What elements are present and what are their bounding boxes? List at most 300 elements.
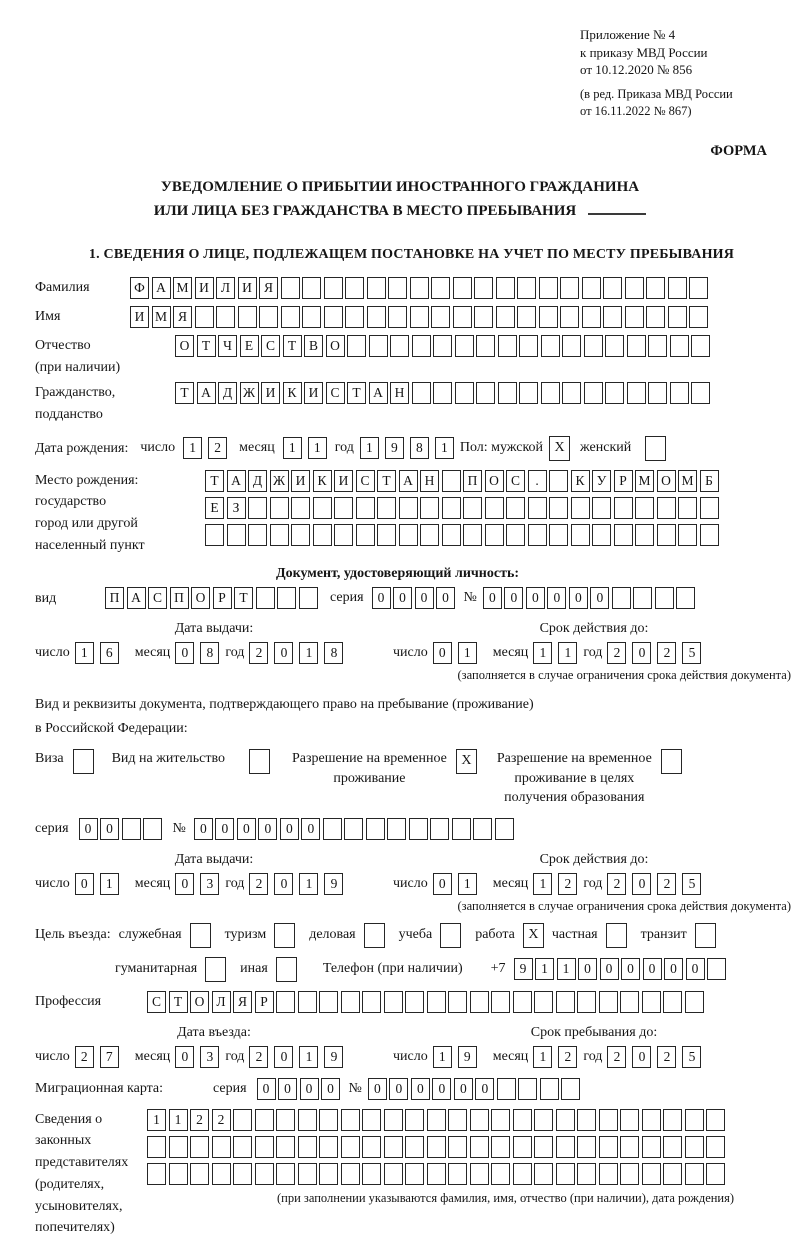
char-cell[interactable]: С (261, 335, 280, 357)
char-cell[interactable] (291, 524, 310, 546)
char-cell[interactable] (427, 1136, 446, 1158)
residence-permit-checkbox[interactable] (249, 749, 270, 774)
char-cell[interactable] (324, 306, 343, 328)
char-cell[interactable] (195, 306, 214, 328)
char-cell[interactable] (605, 335, 624, 357)
char-cell[interactable]: Т (283, 335, 302, 357)
purpose-work-checkbox[interactable]: X (523, 923, 544, 948)
char-cell[interactable]: Л (216, 277, 235, 299)
temporary-residence-checkbox[interactable]: X (456, 749, 477, 774)
char-cell[interactable] (635, 497, 654, 519)
char-cell[interactable]: 0 (547, 587, 566, 609)
char-cell[interactable]: 1 (435, 437, 454, 459)
char-cell[interactable] (470, 991, 489, 1013)
char-cell[interactable] (534, 1163, 553, 1185)
char-cell[interactable] (689, 306, 708, 328)
char-cell[interactable] (302, 306, 321, 328)
char-cell[interactable]: 0 (237, 818, 256, 840)
char-cell[interactable] (281, 277, 300, 299)
char-cell[interactable]: Т (175, 382, 194, 404)
char-cell[interactable]: 0 (100, 818, 119, 840)
char-cell[interactable] (430, 818, 449, 840)
char-cell[interactable] (345, 277, 364, 299)
char-cell[interactable] (369, 335, 388, 357)
char-cell[interactable] (387, 818, 406, 840)
char-cell[interactable]: 0 (432, 1078, 451, 1100)
char-cell[interactable] (577, 1163, 596, 1185)
char-cell[interactable]: 0 (632, 642, 651, 664)
char-cell[interactable] (362, 1163, 381, 1185)
char-cell[interactable] (534, 991, 553, 1013)
char-cell[interactable] (485, 524, 504, 546)
char-cell[interactable]: 2 (75, 1046, 94, 1068)
char-cell[interactable] (562, 382, 581, 404)
char-cell[interactable] (367, 306, 386, 328)
char-cell[interactable]: И (261, 382, 280, 404)
char-cell[interactable] (700, 497, 719, 519)
char-cell[interactable] (657, 497, 676, 519)
char-cell[interactable]: 0 (433, 642, 452, 664)
char-cell[interactable]: А (227, 470, 246, 492)
char-cell[interactable] (412, 335, 431, 357)
char-cell[interactable] (412, 382, 431, 404)
char-cell[interactable] (528, 497, 547, 519)
char-cell[interactable] (561, 1078, 580, 1100)
char-cell[interactable] (513, 1136, 532, 1158)
char-cell[interactable] (582, 306, 601, 328)
char-cell[interactable] (605, 382, 624, 404)
char-cell[interactable] (410, 277, 429, 299)
char-cell[interactable]: 3 (200, 873, 219, 895)
char-cell[interactable] (255, 1163, 274, 1185)
char-cell[interactable] (513, 1109, 532, 1131)
char-cell[interactable] (620, 1163, 639, 1185)
char-cell[interactable]: 1 (299, 873, 318, 895)
char-cell[interactable] (399, 524, 418, 546)
char-cell[interactable]: Т (205, 470, 224, 492)
char-cell[interactable] (276, 991, 295, 1013)
char-cell[interactable] (255, 1136, 274, 1158)
char-cell[interactable]: 0 (632, 1046, 651, 1068)
char-cell[interactable] (298, 1163, 317, 1185)
char-cell[interactable] (539, 306, 558, 328)
char-cell[interactable] (635, 524, 654, 546)
char-cell[interactable] (405, 1163, 424, 1185)
char-cell[interactable] (663, 1136, 682, 1158)
char-cell[interactable]: М (152, 306, 171, 328)
char-cell[interactable] (427, 1163, 446, 1185)
char-cell[interactable] (473, 818, 492, 840)
char-cell[interactable] (562, 335, 581, 357)
char-cell[interactable] (442, 524, 461, 546)
char-cell[interactable] (700, 524, 719, 546)
char-cell[interactable]: Е (205, 497, 224, 519)
char-cell[interactable]: А (369, 382, 388, 404)
char-cell[interactable] (433, 335, 452, 357)
char-cell[interactable] (377, 497, 396, 519)
char-cell[interactable]: 2 (657, 642, 676, 664)
char-cell[interactable] (345, 306, 364, 328)
char-cell[interactable]: А (399, 470, 418, 492)
char-cell[interactable]: Т (197, 335, 216, 357)
char-cell[interactable]: 0 (301, 818, 320, 840)
char-cell[interactable] (541, 335, 560, 357)
char-cell[interactable] (599, 991, 618, 1013)
char-cell[interactable] (384, 1163, 403, 1185)
char-cell[interactable]: 1 (75, 642, 94, 664)
char-cell[interactable]: 1 (100, 873, 119, 895)
char-cell[interactable]: 1 (533, 642, 552, 664)
char-cell[interactable] (341, 991, 360, 1013)
char-cell[interactable] (476, 335, 495, 357)
char-cell[interactable] (190, 1163, 209, 1185)
char-cell[interactable] (689, 277, 708, 299)
char-cell[interactable]: 0 (643, 958, 662, 980)
char-cell[interactable] (485, 497, 504, 519)
char-cell[interactable] (427, 1109, 446, 1131)
char-cell[interactable] (614, 524, 633, 546)
char-cell[interactable]: С (356, 470, 375, 492)
char-cell[interactable]: 5 (682, 642, 701, 664)
char-cell[interactable] (270, 524, 289, 546)
char-cell[interactable] (255, 1109, 274, 1131)
char-cell[interactable]: 1 (533, 873, 552, 895)
char-cell[interactable] (556, 991, 575, 1013)
char-cell[interactable]: 6 (100, 642, 119, 664)
char-cell[interactable]: 0 (79, 818, 98, 840)
char-cell[interactable]: 7 (100, 1046, 119, 1068)
char-cell[interactable]: Д (218, 382, 237, 404)
char-cell[interactable] (642, 1109, 661, 1131)
char-cell[interactable]: Я (259, 277, 278, 299)
char-cell[interactable]: 0 (274, 873, 293, 895)
char-cell[interactable] (663, 991, 682, 1013)
char-cell[interactable] (455, 382, 474, 404)
char-cell[interactable]: 5 (682, 1046, 701, 1068)
char-cell[interactable] (685, 991, 704, 1013)
char-cell[interactable]: И (130, 306, 149, 328)
char-cell[interactable]: 0 (321, 1078, 340, 1100)
char-cell[interactable] (388, 306, 407, 328)
char-cell[interactable]: 0 (368, 1078, 387, 1100)
char-cell[interactable]: 1 (557, 958, 576, 980)
char-cell[interactable]: 1 (558, 642, 577, 664)
char-cell[interactable]: 0 (475, 1078, 494, 1100)
char-cell[interactable] (270, 497, 289, 519)
char-cell[interactable] (384, 1136, 403, 1158)
char-cell[interactable] (319, 1109, 338, 1131)
char-cell[interactable]: У (592, 470, 611, 492)
char-cell[interactable]: 2 (249, 873, 268, 895)
char-cell[interactable]: А (127, 587, 146, 609)
char-cell[interactable]: 0 (569, 587, 588, 609)
char-cell[interactable]: М (173, 277, 192, 299)
char-cell[interactable] (298, 1109, 317, 1131)
char-cell[interactable]: Ф (130, 277, 149, 299)
char-cell[interactable] (238, 306, 257, 328)
char-cell[interactable]: М (635, 470, 654, 492)
char-cell[interactable] (655, 587, 674, 609)
char-cell[interactable] (319, 1163, 338, 1185)
char-cell[interactable]: 0 (274, 1046, 293, 1068)
purpose-business-checkbox[interactable] (364, 923, 385, 948)
char-cell[interactable]: 1 (147, 1109, 166, 1131)
char-cell[interactable] (147, 1163, 166, 1185)
char-cell[interactable] (549, 524, 568, 546)
char-cell[interactable]: 0 (454, 1078, 473, 1100)
char-cell[interactable] (410, 306, 429, 328)
char-cell[interactable] (442, 497, 461, 519)
char-cell[interactable] (498, 382, 517, 404)
char-cell[interactable] (463, 524, 482, 546)
char-cell[interactable] (399, 497, 418, 519)
char-cell[interactable] (248, 524, 267, 546)
char-cell[interactable] (678, 497, 697, 519)
char-cell[interactable] (663, 1109, 682, 1131)
char-cell[interactable] (433, 382, 452, 404)
char-cell[interactable]: Ж (240, 382, 259, 404)
char-cell[interactable] (549, 470, 568, 492)
char-cell[interactable] (384, 991, 403, 1013)
char-cell[interactable]: 5 (682, 873, 701, 895)
char-cell[interactable] (528, 524, 547, 546)
char-cell[interactable] (534, 1136, 553, 1158)
char-cell[interactable]: 0 (300, 1078, 319, 1100)
char-cell[interactable]: З (227, 497, 246, 519)
char-cell[interactable] (642, 1163, 661, 1185)
char-cell[interactable] (706, 1109, 725, 1131)
char-cell[interactable] (356, 497, 375, 519)
char-cell[interactable] (334, 524, 353, 546)
char-cell[interactable] (556, 1136, 575, 1158)
char-cell[interactable] (276, 1163, 295, 1185)
female-checkbox[interactable] (645, 436, 666, 461)
char-cell[interactable]: 9 (385, 437, 404, 459)
char-cell[interactable]: 0 (258, 818, 277, 840)
char-cell[interactable]: С (326, 382, 345, 404)
char-cell[interactable]: 2 (558, 873, 577, 895)
char-cell[interactable]: Я (233, 991, 252, 1013)
char-cell[interactable] (620, 1136, 639, 1158)
char-cell[interactable]: . (528, 470, 547, 492)
char-cell[interactable] (463, 497, 482, 519)
char-cell[interactable]: 9 (324, 873, 343, 895)
char-cell[interactable] (541, 382, 560, 404)
char-cell[interactable] (313, 497, 332, 519)
char-cell[interactable]: 0 (278, 1078, 297, 1100)
char-cell[interactable] (334, 497, 353, 519)
char-cell[interactable]: О (326, 335, 345, 357)
char-cell[interactable] (498, 335, 517, 357)
char-cell[interactable] (706, 1136, 725, 1158)
char-cell[interactable] (685, 1136, 704, 1158)
char-cell[interactable] (233, 1136, 252, 1158)
char-cell[interactable] (491, 1163, 510, 1185)
char-cell[interactable] (599, 1163, 618, 1185)
char-cell[interactable]: 2 (190, 1109, 209, 1131)
char-cell[interactable] (341, 1163, 360, 1185)
purpose-tourism-checkbox[interactable] (274, 923, 295, 948)
male-checkbox[interactable]: X (549, 436, 570, 461)
char-cell[interactable]: Ж (270, 470, 289, 492)
purpose-study-checkbox[interactable] (440, 923, 461, 948)
char-cell[interactable] (495, 818, 514, 840)
char-cell[interactable]: 2 (208, 437, 227, 459)
char-cell[interactable] (642, 1136, 661, 1158)
char-cell[interactable] (233, 1109, 252, 1131)
char-cell[interactable]: 0 (590, 587, 609, 609)
education-residence-checkbox[interactable] (661, 749, 682, 774)
char-cell[interactable] (556, 1109, 575, 1131)
char-cell[interactable]: Л (212, 991, 231, 1013)
char-cell[interactable]: Б (700, 470, 719, 492)
char-cell[interactable] (474, 277, 493, 299)
char-cell[interactable]: П (170, 587, 189, 609)
char-cell[interactable] (560, 277, 579, 299)
char-cell[interactable] (347, 335, 366, 357)
char-cell[interactable] (299, 587, 318, 609)
char-cell[interactable] (513, 1163, 532, 1185)
char-cell[interactable]: 0 (526, 587, 545, 609)
char-cell[interactable] (442, 470, 461, 492)
char-cell[interactable] (625, 277, 644, 299)
char-cell[interactable] (506, 524, 525, 546)
char-cell[interactable] (599, 1136, 618, 1158)
char-cell[interactable] (169, 1163, 188, 1185)
char-cell[interactable]: 2 (558, 1046, 577, 1068)
char-cell[interactable]: 0 (504, 587, 523, 609)
char-cell[interactable] (319, 991, 338, 1013)
char-cell[interactable] (420, 497, 439, 519)
char-cell[interactable] (474, 306, 493, 328)
char-cell[interactable] (276, 1109, 295, 1131)
char-cell[interactable] (169, 1136, 188, 1158)
char-cell[interactable]: 0 (372, 587, 391, 609)
char-cell[interactable]: 0 (194, 818, 213, 840)
char-cell[interactable]: 1 (458, 873, 477, 895)
char-cell[interactable] (603, 277, 622, 299)
char-cell[interactable] (291, 497, 310, 519)
char-cell[interactable] (518, 1078, 537, 1100)
char-cell[interactable] (377, 524, 396, 546)
char-cell[interactable] (620, 1109, 639, 1131)
char-cell[interactable]: 2 (607, 1046, 626, 1068)
char-cell[interactable] (582, 277, 601, 299)
char-cell[interactable] (427, 991, 446, 1013)
char-cell[interactable] (603, 306, 622, 328)
char-cell[interactable] (281, 306, 300, 328)
char-cell[interactable] (506, 497, 525, 519)
char-cell[interactable]: Р (614, 470, 633, 492)
char-cell[interactable] (676, 587, 695, 609)
char-cell[interactable] (519, 382, 538, 404)
char-cell[interactable]: Ч (218, 335, 237, 357)
char-cell[interactable]: 0 (600, 958, 619, 980)
char-cell[interactable] (362, 1109, 381, 1131)
char-cell[interactable]: 1 (299, 1046, 318, 1068)
char-cell[interactable]: 0 (175, 1046, 194, 1068)
char-cell[interactable] (678, 524, 697, 546)
char-cell[interactable] (341, 1136, 360, 1158)
char-cell[interactable] (614, 497, 633, 519)
char-cell[interactable] (549, 497, 568, 519)
char-cell[interactable] (539, 277, 558, 299)
char-cell[interactable] (276, 1136, 295, 1158)
char-cell[interactable] (685, 1109, 704, 1131)
char-cell[interactable] (298, 1136, 317, 1158)
char-cell[interactable] (633, 587, 652, 609)
char-cell[interactable] (388, 277, 407, 299)
char-cell[interactable] (668, 306, 687, 328)
char-cell[interactable] (405, 991, 424, 1013)
char-cell[interactable] (431, 306, 450, 328)
char-cell[interactable]: И (334, 470, 353, 492)
char-cell[interactable] (205, 524, 224, 546)
char-cell[interactable]: Р (213, 587, 232, 609)
char-cell[interactable]: О (191, 587, 210, 609)
char-cell[interactable]: 1 (183, 437, 202, 459)
char-cell[interactable]: 0 (415, 587, 434, 609)
char-cell[interactable] (212, 1163, 231, 1185)
char-cell[interactable]: Я (173, 306, 192, 328)
purpose-transit-checkbox[interactable] (695, 923, 716, 948)
char-cell[interactable]: 0 (578, 958, 597, 980)
char-cell[interactable]: 0 (389, 1078, 408, 1100)
char-cell[interactable] (646, 306, 665, 328)
char-cell[interactable]: 0 (433, 873, 452, 895)
char-cell[interactable] (592, 524, 611, 546)
char-cell[interactable] (706, 1163, 725, 1185)
char-cell[interactable] (313, 524, 332, 546)
char-cell[interactable] (620, 991, 639, 1013)
char-cell[interactable] (227, 524, 246, 546)
char-cell[interactable]: П (463, 470, 482, 492)
char-cell[interactable]: К (571, 470, 590, 492)
char-cell[interactable] (534, 1109, 553, 1131)
char-cell[interactable] (577, 991, 596, 1013)
char-cell[interactable]: 9 (514, 958, 533, 980)
char-cell[interactable] (298, 991, 317, 1013)
char-cell[interactable]: О (175, 335, 194, 357)
char-cell[interactable] (470, 1163, 489, 1185)
char-cell[interactable] (356, 524, 375, 546)
char-cell[interactable] (448, 991, 467, 1013)
char-cell[interactable] (496, 306, 515, 328)
char-cell[interactable]: 2 (607, 873, 626, 895)
char-cell[interactable]: 8 (410, 437, 429, 459)
char-cell[interactable] (256, 587, 275, 609)
char-cell[interactable] (384, 1109, 403, 1131)
char-cell[interactable] (405, 1136, 424, 1158)
char-cell[interactable] (648, 335, 667, 357)
char-cell[interactable]: А (152, 277, 171, 299)
char-cell[interactable]: 2 (249, 1046, 268, 1068)
char-cell[interactable]: В (304, 335, 323, 357)
char-cell[interactable] (592, 497, 611, 519)
char-cell[interactable] (571, 497, 590, 519)
char-cell[interactable]: 2 (657, 1046, 676, 1068)
char-cell[interactable]: 0 (686, 958, 705, 980)
char-cell[interactable]: 0 (75, 873, 94, 895)
char-cell[interactable]: 1 (433, 1046, 452, 1068)
char-cell[interactable] (448, 1136, 467, 1158)
char-cell[interactable] (147, 1136, 166, 1158)
char-cell[interactable] (453, 306, 472, 328)
char-cell[interactable]: 1 (308, 437, 327, 459)
char-cell[interactable] (642, 991, 661, 1013)
char-cell[interactable] (646, 277, 665, 299)
char-cell[interactable]: 8 (324, 642, 343, 664)
